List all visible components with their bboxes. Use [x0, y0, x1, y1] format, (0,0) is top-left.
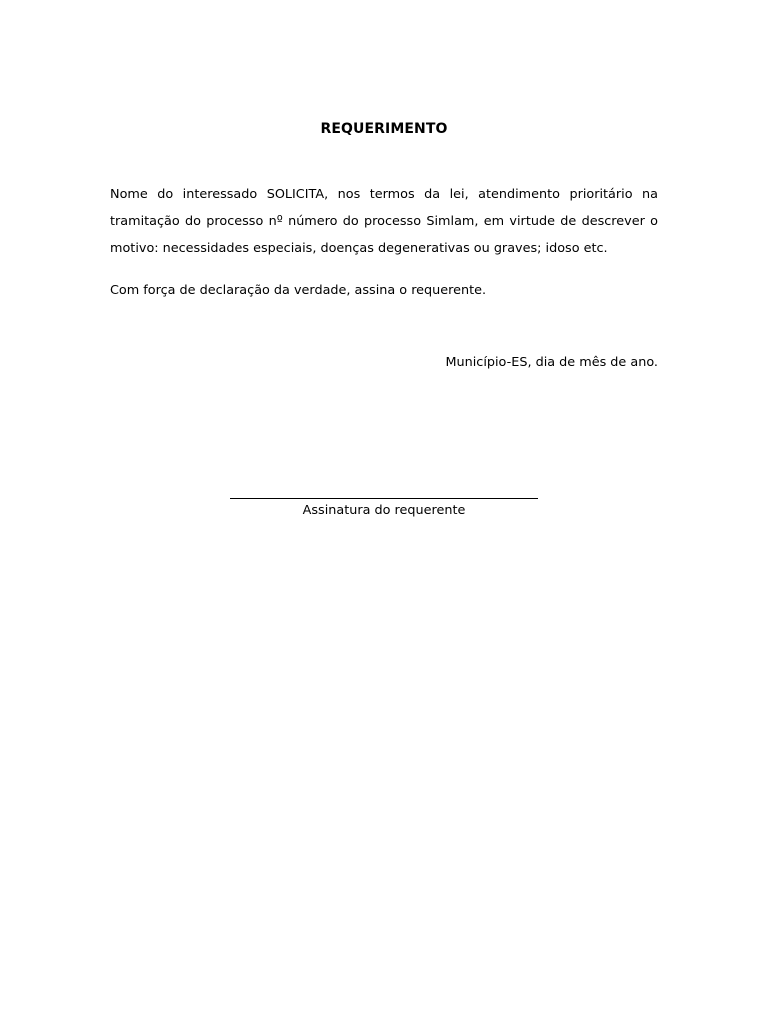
- signature-label: Assinatura do requerente: [302, 503, 466, 518]
- document-title: REQUERIMENTO: [320, 121, 448, 137]
- declaration-paragraph: Com força de declaração da verdade, assina o requerente.: [110, 283, 487, 298]
- place-date-line: Município-ES, dia de mês de ano.: [445, 355, 658, 370]
- request-paragraph: Nome do interessado SOLICITA, nos termos da lei, atendimento prioritário na tramitação do processo nº número do processo Simlam, em virtude de descrever o motivo: necessidades especiais, doenças degenerativas ou graves; idoso etc.: [110, 187, 658, 256]
